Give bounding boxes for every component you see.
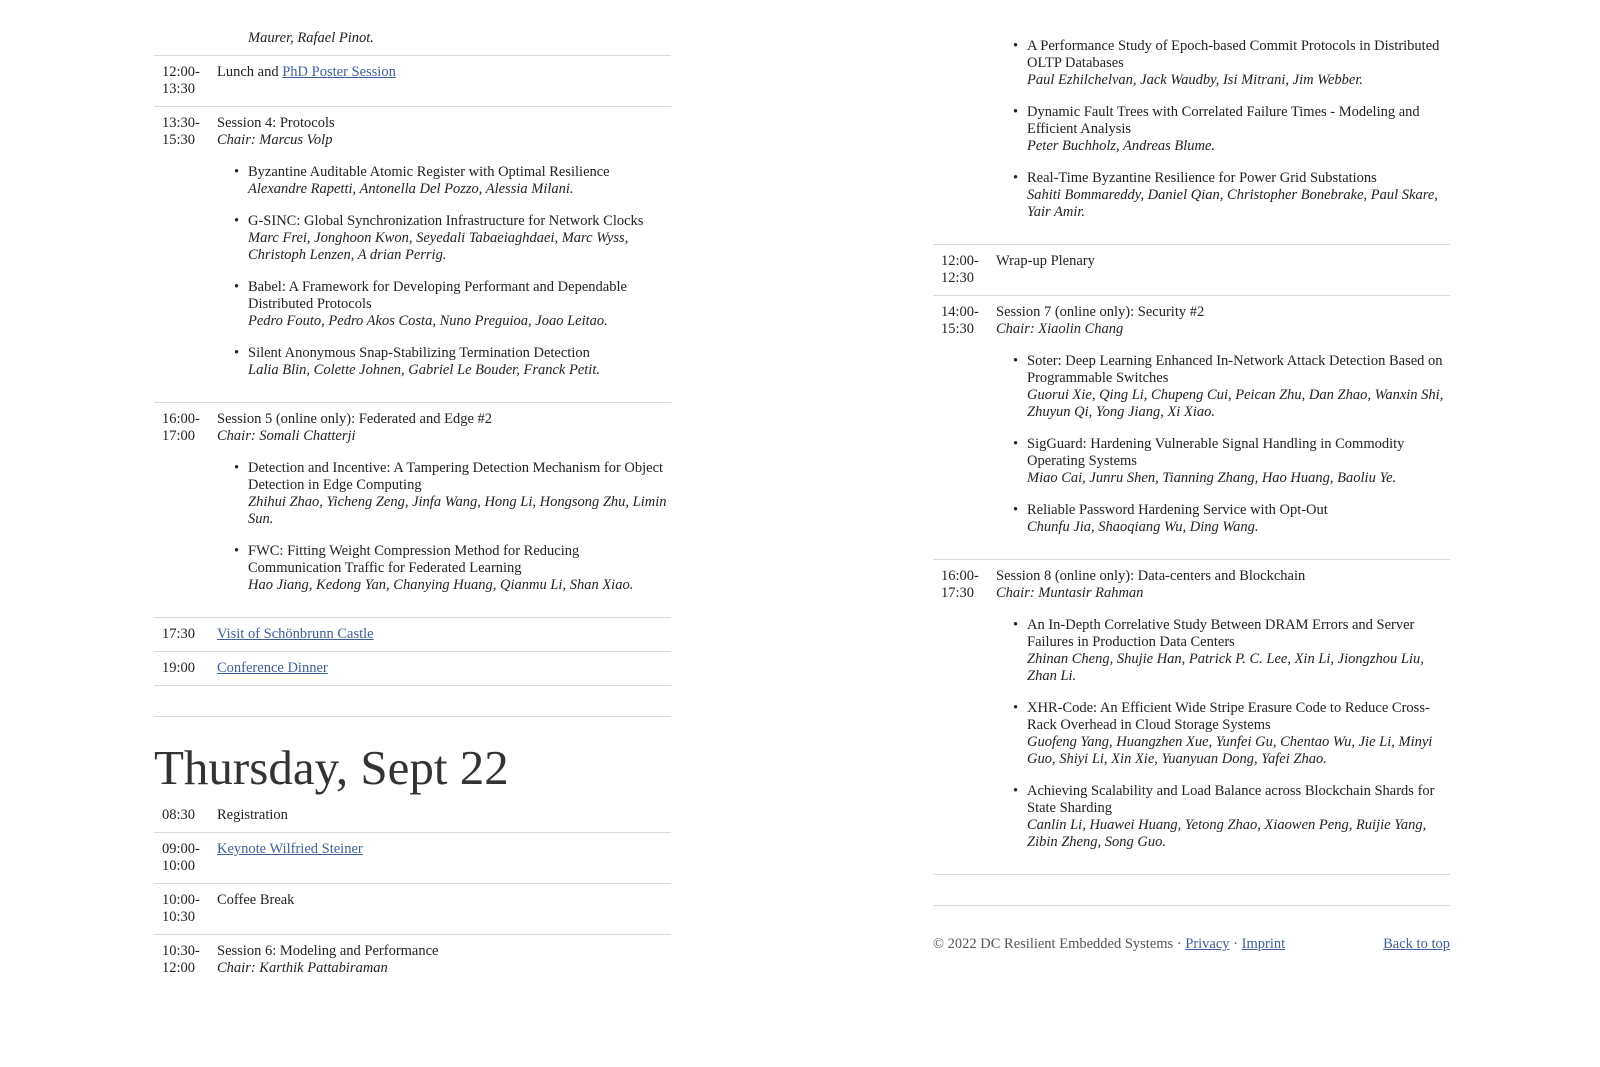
right-column xyxy=(933,0,1450,953)
time-slot: 16:00- 17:00 xyxy=(162,411,200,444)
paper-list xyxy=(996,353,1450,536)
back-to-top-link[interactable]: Back to top xyxy=(1383,936,1450,952)
schedule-row-wrapup xyxy=(933,245,1450,296)
paper-authors: Guofeng Yang, Huangzhen Xue, Yunfei Gu, Chentao Wu, Jie Li, Minyi Guo, Shiyi Li, Xin Xie, Yuanyuan Dong, Yafei Zhao. xyxy=(1027,734,1433,767)
time-slot: 12:00- 13:30 xyxy=(162,64,200,97)
paper-title: Byzantine Auditable Atomic Register with Optimal Resilience xyxy=(248,164,610,180)
row-body: Wrap-up Plenary xyxy=(996,253,1095,269)
paper-item xyxy=(248,164,671,198)
paper-item xyxy=(1027,502,1450,536)
paper-authors: Marc Frei, Jonghoon Kwon, Seyedali Tabaeiaghdaei, Marc Wyss, Christoph Lenzen, A drian Perrig. xyxy=(248,230,629,263)
time-slot-empty xyxy=(933,38,996,236)
paper-authors: Chunfu Jia, Shaoqiang Wu, Ding Wang. xyxy=(1027,519,1259,535)
paper-title: Silent Anonymous Snap-Stabilizing Termination Detection xyxy=(248,345,590,361)
session-chair: Chair: Marcus Volp xyxy=(217,132,333,148)
paper-authors: Paul Ezhilchelvan, Jack Waudby, Isi Mitrani, Jim Webber. xyxy=(1027,72,1363,88)
paper-item xyxy=(1027,700,1450,768)
paper-item xyxy=(248,460,671,528)
paper-title: An In-Depth Correlative Study Between DRAM Errors and Server Failures in Production Data Centers xyxy=(1027,617,1415,650)
schedule-row-session6-continued xyxy=(933,0,1450,245)
paper-title: Babel: A Framework for Developing Performant and Dependable Distributed Protocols xyxy=(248,279,627,312)
paper-item xyxy=(248,345,671,379)
schedule-row-dinner xyxy=(154,652,671,686)
session-chair: Chair: Somali Chatterji xyxy=(217,428,356,444)
paper-authors: Canlin Li, Huawei Huang, Yetong Zhao, Xiaowen Peng, Ruijie Yang, Zibin Zheng, Song Guo. xyxy=(1027,817,1427,850)
page-footer xyxy=(933,906,1450,953)
time-slot: 09:00- 10:00 xyxy=(162,841,200,874)
time-slot: 17:30 xyxy=(162,626,196,642)
paper-list xyxy=(217,164,671,379)
paper-authors: Zhihui Zhao, Yicheng Zeng, Jinfa Wang, Hong Li, Hongsong Zhu, Limin Sun. xyxy=(248,494,667,527)
schedule-row-keynote xyxy=(154,833,671,884)
paper-item xyxy=(1027,170,1450,221)
time-slot: 08:30 xyxy=(162,807,196,823)
footer-separator: · xyxy=(1229,936,1242,952)
previous-session-authors: Maurer, Rafael Pinot. xyxy=(154,0,671,56)
paper-title: Reliable Password Hardening Service with Opt-Out xyxy=(1027,502,1328,518)
paper-title: Dynamic Fault Trees with Correlated Failure Times - Modeling and Efficient Analysis xyxy=(1027,104,1420,137)
conference-dinner-link[interactable]: Conference Dinner xyxy=(217,660,328,676)
row-body xyxy=(217,626,671,643)
session-body xyxy=(996,304,1450,551)
paper-authors: Peter Buchholz, Andreas Blume. xyxy=(1027,138,1216,154)
paper-authors: Alexandre Rapetti, Antonella Del Pozzo, Alessia Milani. xyxy=(248,181,574,197)
schonbrunn-castle-link[interactable]: Visit of Schönbrunn Castle xyxy=(217,626,374,642)
session-title: Session 5 (online only): Federated and Edge #2 xyxy=(217,411,493,427)
session-title: Session 7 (online only): Security #2 xyxy=(996,304,1205,320)
time-slot: 16:00- 17:30 xyxy=(941,568,979,601)
paper-title: FWC: Fitting Weight Compression Method for Reducing Communication Traffic for Federated Learning xyxy=(248,543,580,576)
paper-item xyxy=(1027,783,1450,851)
row-body xyxy=(217,841,671,875)
paper-authors: Zhinan Cheng, Shujie Han, Patrick P. C. Lee, Xin Li, Jiongzhou Liu, Zhan Li. xyxy=(1027,651,1424,684)
time-slot: 10:30- 12:00 xyxy=(162,943,200,976)
session-title: Session 6: Modeling and Performance xyxy=(217,943,439,959)
schedule-row-session6 xyxy=(154,935,671,985)
paper-title: XHR-Code: An Efficient Wide Stripe Erasure Code to Reduce Cross-Rack Overhead in Cloud Storage Systems xyxy=(1027,700,1430,733)
schedule-row-lunch xyxy=(154,56,671,107)
row-body: Registration xyxy=(217,807,288,823)
session-body xyxy=(217,115,671,394)
time-slot: 12:00- 12:30 xyxy=(941,253,979,286)
paper-authors: Lalia Blin, Colette Johnen, Gabriel Le Bouder, Franck Petit. xyxy=(248,362,600,378)
paper-list xyxy=(996,38,1450,221)
session-chair: Chair: Muntasir Rahman xyxy=(996,585,1144,601)
schedule-row-session5 xyxy=(154,403,671,618)
copyright-text: © 2022 DC Resilient Embedded Systems · xyxy=(933,936,1186,952)
paper-title: Real-Time Byzantine Resilience for Power Grid Substations xyxy=(1027,170,1377,186)
footer-divider xyxy=(933,875,1450,906)
phd-poster-session-link[interactable]: PhD Poster Session xyxy=(282,64,396,80)
paper-item xyxy=(1027,436,1450,487)
paper-title: Achieving Scalability and Load Balance across Blockchain Shards for State Sharding xyxy=(1027,783,1435,816)
paper-item xyxy=(1027,104,1450,155)
imprint-link[interactable]: Imprint xyxy=(1241,936,1286,952)
paper-item xyxy=(248,213,671,264)
session-body xyxy=(217,943,671,977)
schedule-row-registration xyxy=(154,799,671,833)
paper-title: G-SINC: Global Synchronization Infrastructure for Network Clocks xyxy=(248,213,644,229)
paper-title: Detection and Incentive: A Tampering Detection Mechanism for Object Detection in Edge Computing xyxy=(248,460,664,493)
session-body xyxy=(996,568,1450,866)
session-chair: Chair: Karthik Pattabiraman xyxy=(217,960,388,976)
schedule-row-session4 xyxy=(154,107,671,403)
row-body: Coffee Break xyxy=(217,892,295,908)
session-title: Session 4: Protocols xyxy=(217,115,335,131)
time-slot: 10:00- 10:30 xyxy=(162,892,200,925)
paper-authors: Sahiti Bommareddy, Daniel Qian, Christopher Bonebrake, Paul Skare, Yair Amir. xyxy=(1027,187,1438,220)
paper-item xyxy=(1027,617,1450,685)
paper-authors: Guorui Xie, Qing Li, Chupeng Cui, Peican Zhu, Dan Zhao, Wanxin Shi, Zhuyun Qi, Yong Jiang, Xi Xiao. xyxy=(1027,387,1444,420)
paper-item xyxy=(248,543,671,594)
paper-list xyxy=(996,617,1450,851)
paper-item xyxy=(1027,353,1450,421)
paper-title: Soter: Deep Learning Enhanced In-Network Attack Detection Based on Programmable Switches xyxy=(1027,353,1443,386)
paper-item xyxy=(1027,38,1450,89)
session-body xyxy=(217,411,671,609)
time-slot: 13:30- 15:30 xyxy=(162,115,200,148)
keynote-link[interactable]: Keynote Wilfried Steiner xyxy=(217,841,363,857)
time-slot: 19:00 xyxy=(162,660,196,676)
row-body xyxy=(217,64,671,98)
schedule-row-session8 xyxy=(933,560,1450,875)
day-divider xyxy=(154,686,671,717)
schedule-row-session7 xyxy=(933,296,1450,560)
paper-authors: Pedro Fouto, Pedro Akos Costa, Nuno Preguioa, Joao Leitao. xyxy=(248,313,608,329)
footer-left xyxy=(933,936,1285,953)
paper-item xyxy=(248,279,671,330)
session-title: Session 8 (online only): Data-centers and Blockchain xyxy=(996,568,1306,584)
session-chair: Chair: Xiaolin Chang xyxy=(996,321,1124,337)
schedule-row-castle xyxy=(154,618,671,652)
paper-title: SigGuard: Hardening Vulnerable Signal Handling in Commodity Operating Systems xyxy=(1027,436,1405,469)
time-slot: 14:00- 15:30 xyxy=(941,304,979,337)
privacy-link[interactable]: Privacy xyxy=(1185,936,1230,952)
session-body xyxy=(996,38,1450,236)
day-heading: Thursday, Sept 22 xyxy=(154,740,509,795)
left-column xyxy=(154,0,671,985)
schedule-row-coffee xyxy=(154,884,671,935)
paper-list xyxy=(217,460,671,594)
lunch-label: Lunch and xyxy=(217,64,283,80)
row-body xyxy=(217,660,671,677)
paper-authors: Hao Jiang, Kedong Yan, Chanying Huang, Qianmu Li, Shan Xiao. xyxy=(248,577,634,593)
paper-authors: Miao Cai, Junru Shen, Tianning Zhang, Hao Huang, Baoliu Ye. xyxy=(1027,470,1397,486)
paper-title: A Performance Study of Epoch-based Commit Protocols in Distributed OLTP Databases xyxy=(1027,38,1440,71)
